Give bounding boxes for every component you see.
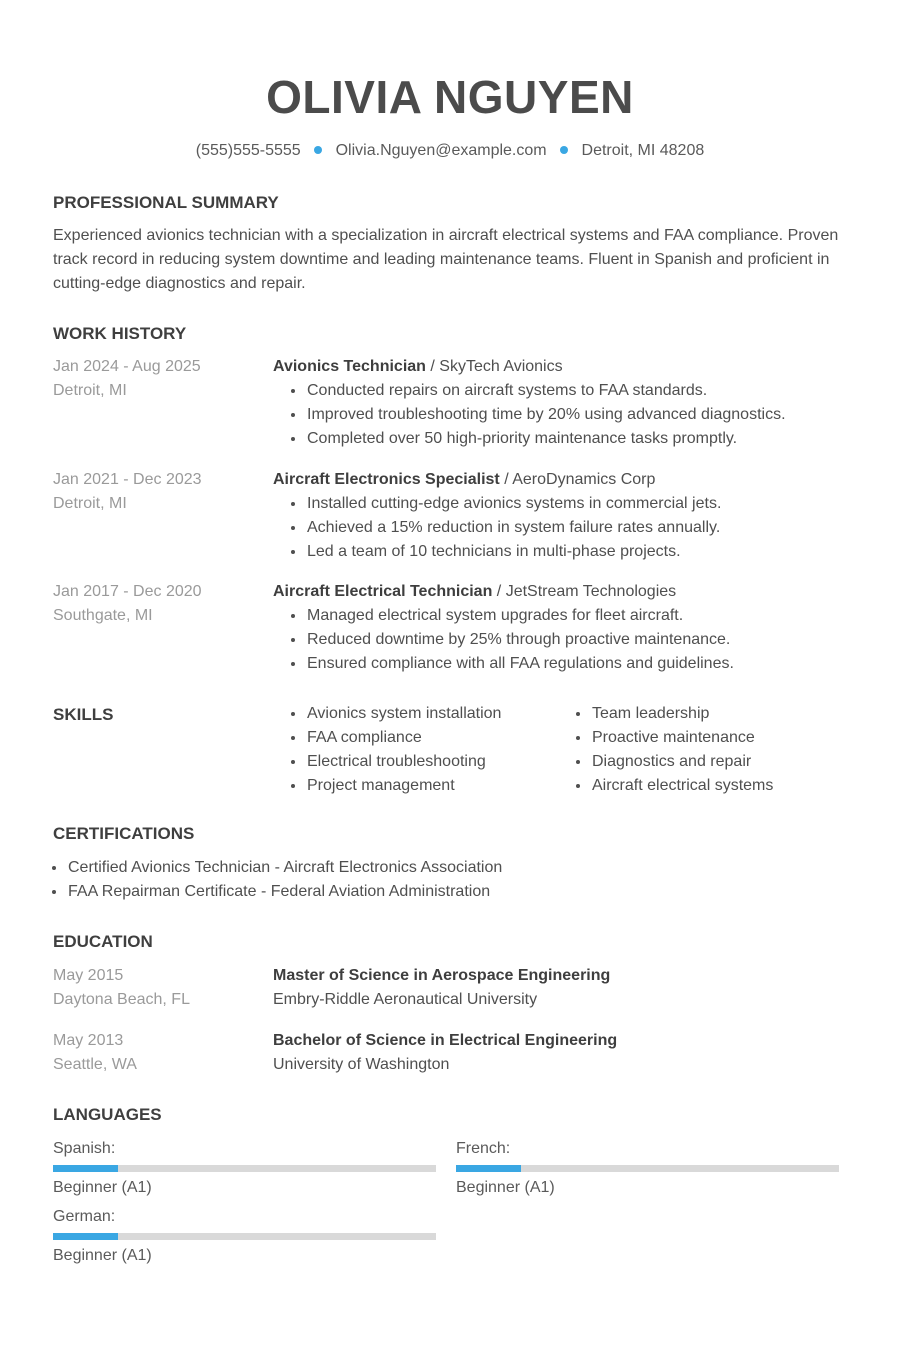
education-meta <box>53 964 263 1012</box>
email-address: Olivia.Nguyen@example.com <box>335 142 547 159</box>
degree-title: Master of Science in Aerospace Engineering <box>273 967 611 984</box>
job-details <box>273 355 863 451</box>
summary-text: Experienced avionics technician with a specialization in aircraft electrical systems and FAA compliance. Proven track record in reducing system downtime and leading maintenance teams. Fluent in Spanish and proficient in cutting-edge diagnostics and repair. <box>53 227 839 292</box>
list-item: Certified Avionics Technician - Aircraft Electronics Association <box>34 856 853 880</box>
skills-list <box>558 702 858 798</box>
job-details <box>273 468 863 564</box>
list-item: Reduced downtime by 25% through proactive maintenance. <box>273 628 863 652</box>
proficiency-fill <box>53 1233 118 1240</box>
language-level: Beginner (A1) <box>53 1179 152 1196</box>
education-date: May 2013 <box>53 1032 124 1049</box>
job-bullets <box>273 492 863 564</box>
list-item: Project management <box>273 774 563 798</box>
languages-heading: LANGUAGES <box>53 1105 162 1124</box>
education-date: May 2015 <box>53 967 124 984</box>
job-role: Aircraft Electronics Specialist <box>273 471 500 488</box>
education-heading: EDUCATION <box>53 932 153 951</box>
skills-heading: SKILLS <box>53 705 114 724</box>
separator-dot-icon <box>314 146 322 154</box>
job-location: Detroit, MI <box>53 495 127 512</box>
proficiency-fill <box>53 1165 118 1172</box>
job-details <box>273 580 863 676</box>
language-name: Spanish: <box>53 1140 116 1157</box>
work-history-heading: WORK HISTORY <box>53 324 187 343</box>
school-name: Embry-Riddle Aeronautical University <box>273 991 538 1008</box>
job-role: Aircraft Electrical Technician <box>273 583 493 600</box>
job-company: AeroDynamics Corp <box>512 471 656 488</box>
job-title-line: Avionics Technician / SkyTech Avionics <box>273 358 563 375</box>
job-bullets <box>273 604 863 676</box>
proficiency-bar <box>53 1165 436 1172</box>
summary-heading: PROFESSIONAL SUMMARY <box>53 193 279 212</box>
list-item: Avionics system installation <box>273 702 563 726</box>
job-company: JetStream Technologies <box>505 583 677 600</box>
job-location: Southgate, MI <box>53 607 153 624</box>
phone-number: (555)555-5555 <box>195 142 301 159</box>
job-meta <box>53 468 263 516</box>
list-item: Completed over 50 high-priority maintenance tasks promptly. <box>273 427 863 451</box>
skills-column-2 <box>558 702 858 798</box>
list-item: Diagnostics and repair <box>558 750 858 774</box>
education-meta <box>53 1029 263 1077</box>
proficiency-fill <box>456 1165 521 1172</box>
job-company: SkyTech Avionics <box>439 358 563 375</box>
list-item: Improved troubleshooting time by 20% using advanced diagnostics. <box>273 403 863 427</box>
list-item: FAA compliance <box>273 726 563 750</box>
language-french <box>456 1139 839 1198</box>
job-meta <box>53 580 263 628</box>
job-location: Detroit, MI <box>53 382 127 399</box>
degree-title: Bachelor of Science in Electrical Engineering <box>273 1032 618 1049</box>
language-level: Beginner (A1) <box>456 1179 555 1196</box>
education-location: Daytona Beach, FL <box>53 991 190 1008</box>
proficiency-bar <box>53 1233 436 1240</box>
list-item: Proactive maintenance <box>558 726 858 750</box>
school-name: University of Washington <box>273 1056 450 1073</box>
separator-dot-icon <box>560 146 568 154</box>
candidate-name: OLIVIA NGUYEN <box>266 71 634 123</box>
job-dates: Jan 2021 - Dec 2023 <box>53 471 202 488</box>
job-meta <box>53 355 263 403</box>
list-item: Managed electrical system upgrades for fleet aircraft. <box>273 604 863 628</box>
job-title-line: Aircraft Electrical Technician / JetStream Technologies <box>273 583 677 600</box>
job-title-line: Aircraft Electronics Specialist / AeroDynamics Corp <box>273 471 656 488</box>
list-item: Installed cutting-edge avionics systems in commercial jets. <box>273 492 863 516</box>
job-dates: Jan 2017 - Dec 2020 <box>53 583 202 600</box>
education-location: Seattle, WA <box>53 1056 137 1073</box>
list-item: Team leadership <box>558 702 858 726</box>
list-item: Led a team of 10 technicians in multi-phase projects. <box>273 540 863 564</box>
contact-line <box>0 142 900 160</box>
list-item: Conducted repairs on aircraft systems to FAA standards. <box>273 379 863 403</box>
cert-items <box>34 856 853 904</box>
education-details <box>273 964 863 1012</box>
location: Detroit, MI 48208 <box>581 142 705 159</box>
language-spanish <box>53 1139 436 1198</box>
language-german <box>53 1207 436 1266</box>
skills-column-1 <box>273 702 563 798</box>
skills-list <box>273 702 563 798</box>
list-item: Ensured compliance with all FAA regulations and guidelines. <box>273 652 863 676</box>
language-level: Beginner (A1) <box>53 1247 152 1264</box>
certifications-heading: CERTIFICATIONS <box>53 824 195 843</box>
job-role: Avionics Technician <box>273 358 426 375</box>
list-item: Achieved a 15% reduction in system failure rates annually. <box>273 516 863 540</box>
proficiency-bar <box>456 1165 839 1172</box>
list-item: Electrical troubleshooting <box>273 750 563 774</box>
job-dates: Jan 2024 - Aug 2025 <box>53 358 201 375</box>
language-name: French: <box>456 1140 511 1157</box>
job-bullets <box>273 379 863 451</box>
education-details <box>273 1029 863 1077</box>
certifications-list <box>53 856 853 904</box>
list-item: Aircraft electrical systems <box>558 774 858 798</box>
language-name: German: <box>53 1208 116 1225</box>
list-item: FAA Repairman Certificate - Federal Aviation Administration <box>34 880 853 904</box>
